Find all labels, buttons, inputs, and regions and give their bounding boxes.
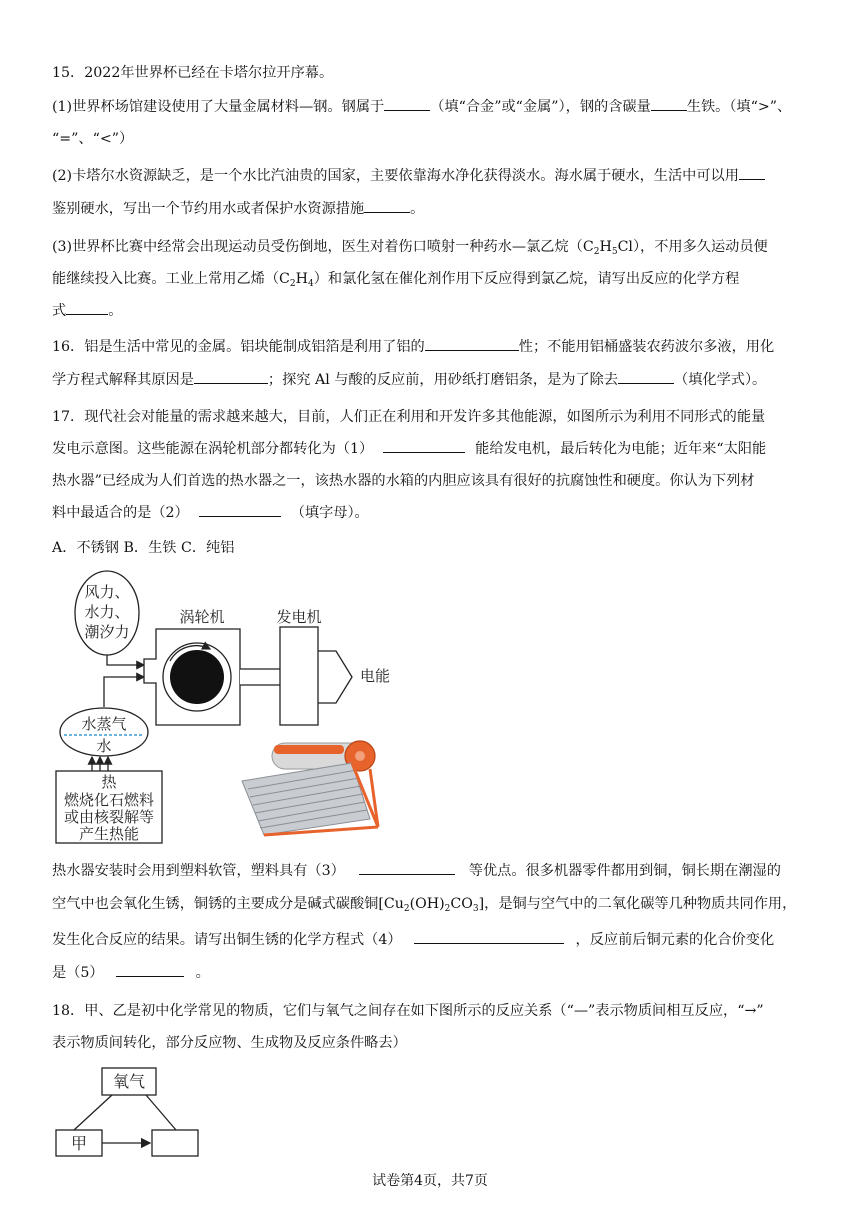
steam-label: 水蒸气 bbox=[81, 715, 127, 733]
q17-b: 发电示意图。这些能源在涡轮机部分都转化为（1） bbox=[52, 441, 374, 457]
oxygen-relation-diagram bbox=[52, 1062, 212, 1158]
q17-line5 bbox=[52, 860, 781, 880]
q15-p3h: 。 bbox=[108, 303, 123, 319]
q15-p3f: ）和氯化氢在催化剂作用下反应得到氯乙烷，请写出反应的化学方程 bbox=[313, 271, 740, 287]
q17-d: 热水器”已经成为人们首选的热水器之一，该热水器的水箱的内胆应该具有很好的抗腐蚀性和硬度。你认为下列材 bbox=[52, 473, 755, 489]
answer-blank-q17-1[interactable] bbox=[383, 438, 465, 453]
solar-water-heater-image bbox=[242, 741, 378, 835]
heat-label-2: 燃烧化石燃料 bbox=[63, 791, 155, 809]
q15-part3-line3 bbox=[52, 300, 122, 320]
q15-part2-line2 bbox=[52, 198, 424, 218]
connector-steam-turbine bbox=[104, 677, 144, 707]
answer-blank-q16-3[interactable] bbox=[618, 369, 674, 384]
q17-n: ，反应前后铜元素的化合价变化 bbox=[575, 932, 775, 948]
oxygen-jia-line bbox=[74, 1095, 112, 1130]
source-label-wind: 风力、 bbox=[84, 583, 130, 601]
q17-line2 bbox=[52, 438, 766, 458]
q18-line1 bbox=[52, 1000, 764, 1020]
q16-line2 bbox=[52, 369, 766, 389]
turbine-label: 涡轮机 bbox=[179, 608, 225, 626]
water-label: 水 bbox=[96, 737, 112, 755]
turbine-rotor bbox=[170, 650, 224, 704]
q16-c: 学方程式解释其原因是 bbox=[52, 372, 194, 388]
electric-label: 电能 bbox=[360, 667, 391, 685]
answer-blank-q17-2[interactable] bbox=[199, 502, 281, 517]
answer-blank-q17-5[interactable] bbox=[116, 962, 184, 977]
q17-options-text: A．不锈钢 B．生铁 C．纯铝 bbox=[52, 540, 235, 556]
unknown-box bbox=[152, 1130, 198, 1156]
q15-part2-line1 bbox=[52, 165, 765, 185]
q17-e: 料中最适合的是（2） bbox=[52, 505, 189, 521]
q17-line1 bbox=[52, 406, 765, 426]
q17-p: 。 bbox=[195, 965, 210, 981]
page-number: 试卷第4页，共7页 bbox=[372, 1173, 488, 1189]
q17-line7 bbox=[52, 929, 774, 949]
q15-p2a: (2)卡塔尔水资源缺乏，是一个水比汽油贵的国家，主要依靠海水净化获得淡水。海水属于硬水，生活中可以用 bbox=[52, 168, 739, 184]
answer-blank-q15-1[interactable] bbox=[384, 96, 430, 111]
q17-line3 bbox=[52, 470, 754, 490]
heat-label-1: 热 bbox=[101, 773, 117, 791]
q16-d: ；探究 Al 与酸的反应前，用砂纸打磨铝条，是为了除去 bbox=[267, 372, 619, 388]
source-label-tide: 潮汐力 bbox=[84, 623, 130, 641]
q17-o: 是（5） bbox=[52, 965, 104, 981]
q17-a: 17．现代社会对能量的需求越来越大，目前，人们正在利用和开发许多其他能源，如图所示为利用不同形式的能量 bbox=[52, 409, 766, 425]
answer-blank-q15-2[interactable] bbox=[651, 96, 687, 111]
generator-box bbox=[280, 627, 318, 725]
q15-part1-line1 bbox=[52, 96, 791, 116]
q17-options bbox=[52, 537, 234, 557]
q15-p3c: Cl），不用多久运动员便 bbox=[617, 239, 768, 255]
answer-blank-q15-3[interactable] bbox=[739, 165, 765, 180]
q18-line2 bbox=[52, 1032, 407, 1052]
q15-part3-line1: (3)世界杯比赛中经常会出现运动员受伤倒地，医生对着伤口喷射一种药水—氯乙烷$(C_2H_5Cl)$，不用多久运动员便 bbox=[52, 239, 768, 257]
answer-blank-q17-3[interactable] bbox=[359, 860, 455, 875]
q15-part3-line2: 能继续投入比赛。工业上常用乙烯$(C_2H_4)$和氯化氢在催化剂作用下反应得到氯乙烷，请写出反应的化学方程 bbox=[52, 271, 740, 289]
oxygen-unknown-line bbox=[146, 1095, 176, 1130]
generator-output bbox=[318, 651, 352, 703]
q15-p3e: H bbox=[295, 271, 308, 287]
q15-p1b: （填“合金”或“金属”），钢的含碳量 bbox=[430, 99, 651, 115]
q15-p1d: “=”、“<”） bbox=[52, 131, 134, 147]
q17-m: 发生化合反应的结果。请写出铜生锈的化学方程式（4） bbox=[52, 932, 402, 948]
connector-source-turbine bbox=[107, 655, 144, 665]
heat-label-4: 产生热能 bbox=[78, 825, 140, 843]
q15-p3d: 能继续投入比赛。工业上常用乙烯（C bbox=[52, 271, 290, 287]
q17-line8 bbox=[52, 962, 210, 982]
answer-blank-q15-5[interactable] bbox=[66, 300, 108, 315]
source-label-water: 水力、 bbox=[84, 603, 130, 621]
oxygen-label: 氧气 bbox=[112, 1072, 146, 1091]
answer-blank-q16-2[interactable] bbox=[194, 369, 268, 384]
q17-j: (OH) bbox=[409, 896, 445, 912]
q15-intro bbox=[52, 62, 333, 82]
q17-i: 空气中也会氧化生锈，铜锈的主要成分是碱式碳酸铜[Cu bbox=[52, 896, 404, 912]
q15-p3b: H bbox=[599, 239, 612, 255]
q17-f: （填字母）。 bbox=[290, 505, 369, 521]
q15-p3a: (3)世界杯比赛中经常会出现运动员受伤倒地，医生对着伤口喷射一种药水—氯乙烷（C bbox=[52, 239, 594, 255]
q18-b: 表示物质间转化，部分反应物、生成物及反应条件略去） bbox=[52, 1035, 407, 1051]
generator-label: 发电机 bbox=[276, 608, 322, 626]
heat-label-3: 或由核裂解等 bbox=[63, 808, 155, 826]
q15-intro-text: 15．2022年世界杯已经在卡塔尔拉开序幕。 bbox=[52, 65, 334, 81]
q17-line4 bbox=[52, 502, 369, 522]
q15-p3g: 式 bbox=[52, 303, 67, 319]
jia-label: 甲 bbox=[70, 1134, 88, 1153]
q17-line6: 空气中也会氧化生锈，铜锈的主要成分是碱式碳酸铜$[Cu_2(OH)_2CO_3]$，是铜与空气中的二氧化碳等几种物质共同作用， bbox=[52, 896, 797, 914]
q16-e: （填化学式）。 bbox=[674, 372, 767, 388]
answer-blank-q15-4[interactable] bbox=[364, 198, 410, 213]
q17-k: CO bbox=[450, 896, 473, 912]
answer-blank-q16-1[interactable] bbox=[425, 336, 519, 351]
q15-p1c: 生铁。（填“>”、 bbox=[686, 99, 792, 115]
q18-a: 18．甲、乙是初中化学常见的物质，它们与氧气之间存在如下图所示的反应关系（“—”表示物质间相互反应，“→” bbox=[52, 1003, 764, 1019]
q16-line1 bbox=[52, 336, 774, 356]
page-footer bbox=[0, 1170, 860, 1190]
q15-p2b: 鉴别硬水，写出一个节约用水或者保护水资源措施 bbox=[52, 201, 365, 217]
q15-p2c: 。 bbox=[410, 201, 425, 217]
q17-h: 等优点。很多机器零件都用到铜，铜长期在潮湿的 bbox=[468, 863, 781, 879]
energy-diagram bbox=[52, 565, 392, 845]
q17-c: 能给发电机，最后转化为电能；近年来“太阳能 bbox=[475, 441, 767, 457]
q16-a: 16．铝是生活中常见的金属。铝块能制成铝箔是利用了铝的 bbox=[52, 339, 425, 355]
q15-part1-line2 bbox=[52, 128, 133, 148]
q16-b: 性；不能用铝桶盛装农药波尔多液，用化 bbox=[518, 339, 775, 355]
q17-l: ]，是铜与空气中的二氧化碳等几种物质共同作用， bbox=[478, 896, 797, 912]
q17-g: 热水器安装时会用到塑料软管，塑料具有（3） bbox=[52, 863, 345, 879]
answer-blank-q17-4[interactable] bbox=[414, 929, 564, 944]
q15-p1a: (1)世界杯场馆建设使用了大量金属材料—钢。钢属于 bbox=[52, 99, 385, 115]
